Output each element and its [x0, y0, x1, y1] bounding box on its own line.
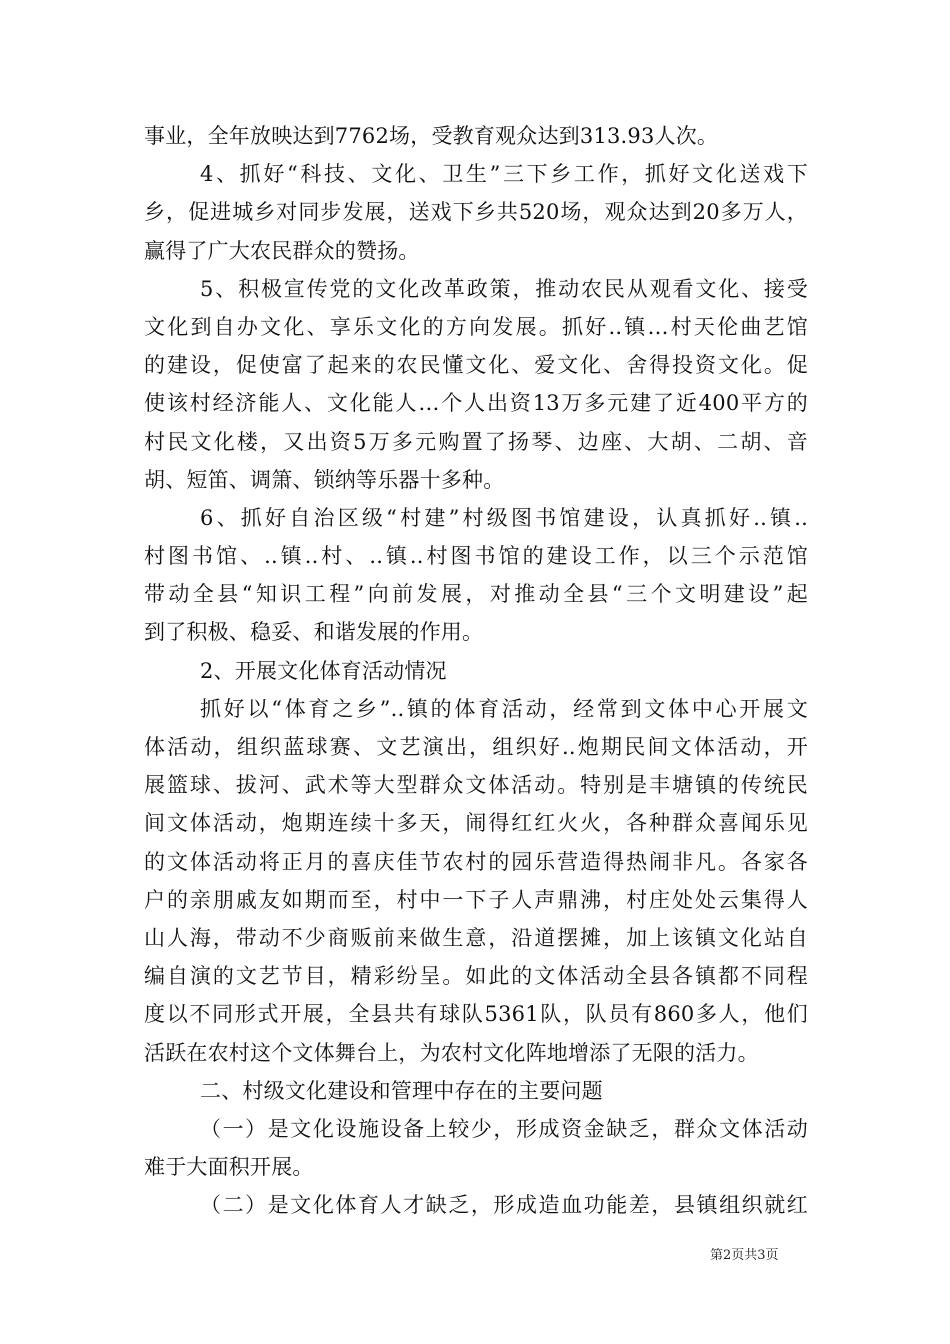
- text-line: 乡，促进城乡对同步发展，送戏下乡共520场，观众达到20多万人，: [144, 200, 808, 225]
- text-line: 展篮球、拔河、武术等大型群众文体活动。特别是丰塘镇的传统民: [144, 773, 808, 798]
- text-line: 度以不同形式开展，全县共有球队5361队，队员有860多人，他们: [144, 1002, 808, 1027]
- page-number: 第2页共3页: [710, 1248, 779, 1263]
- text-line: 赢得了广大农民群众的赞扬。: [144, 238, 420, 263]
- body-text: [144, 117, 808, 1224]
- text-line: 间文体活动，炮期连续十多天，闹得红红火火，各种群众喜闻乐见: [144, 811, 808, 836]
- text-line: 文化到自办文化、享乐文化的方向发展。抓好..镇…村天伦曲艺馆: [144, 314, 808, 339]
- text-line: 二、村级文化建设和管理中存在的主要问题: [200, 1078, 603, 1103]
- text-line: （二）是文化体育人才缺乏，形成造血功能差，县镇组织就红: [200, 1193, 808, 1218]
- text-line: 5、积极宣传党的文化改革政策，推动农民从观看文化、接受: [200, 276, 808, 301]
- text-line: 抓好以“体育之乡”..镇的体育活动，经常到文体中心开展文: [200, 696, 808, 721]
- text-line: 胡、短笛、调箫、锁纳等乐器十多种。: [144, 467, 505, 492]
- text-line: 的建设，促使富了起来的农民懂文化、爱文化、舍得投资文化。促: [144, 353, 808, 378]
- text-line: 事业，全年放映达到7762场，受教育观众达到313.93人次。: [144, 124, 719, 148]
- text-line: 户的亲朋戚友如期而至，村中一下子人声鼎沸，村庄处处云集得人: [144, 887, 808, 912]
- text-line: 山人海，带动不少商贩前来做生意，沿道摆摊，加上该镇文化站自: [144, 925, 808, 950]
- text-line: 活跃在农村这个文体舞台上，为农村文化阵地增添了无限的活力。: [144, 1040, 759, 1065]
- text-line: （一）是文化设施设备上较少，形成资金缺乏，群众文体活动: [200, 1116, 808, 1141]
- text-line: 难于大面积开展。: [144, 1155, 314, 1180]
- text-line: 体活动，组织蓝球赛、文艺演出，组织好..炮期民间文体活动，开: [144, 735, 808, 759]
- text-line: 编自演的文艺节目，精彩纷呈。如此的文体活动全县各镇都不同程: [144, 964, 808, 989]
- text-line: 到了积极、稳妥、和谐发展的作用。: [144, 620, 484, 645]
- text-line: 的文体活动将正月的喜庆佳节农村的园乐营造得热闹非凡。各家各: [144, 849, 808, 874]
- text-line: 带动全县“知识工程”向前发展，对推动全县“三个文明建设”起: [144, 582, 808, 607]
- text-line: 2、开展文化体育活动情况: [200, 658, 447, 683]
- text-line: 村民文化楼，又出资5万多元购置了扬琴、边座、大胡、二胡、音: [144, 429, 808, 454]
- text-line: 4、抓好“科技、文化、卫生”三下乡工作，抓好文化送戏下: [200, 162, 808, 187]
- text-line: 村图书馆、..镇..村、..镇..村图书馆的建设工作，以三个示范馆: [144, 544, 808, 569]
- text-line: 使该村经济能人、文化能人…个人出资13万多元建了近400平方的: [144, 391, 808, 416]
- text-line: 6、抓好自治区级“村建”村级图书馆建设，认真抓好..镇..: [200, 505, 808, 530]
